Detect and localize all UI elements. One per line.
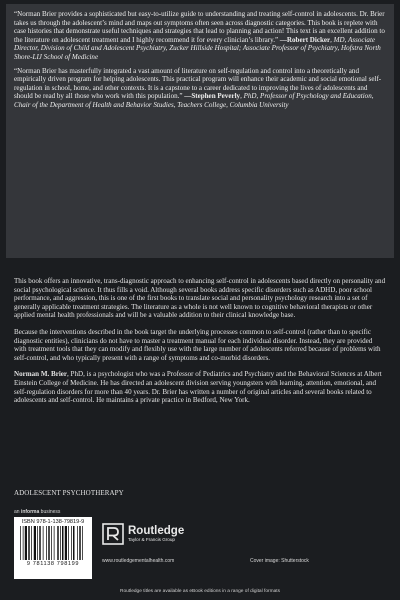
ebook-note: Routledge titles are available as eBook editions in a range of digital formats (120, 589, 280, 594)
informa-prefix: an (14, 509, 21, 515)
publisher-website: www.routledgementalhealth.com (102, 558, 175, 564)
publisher-logo (102, 523, 184, 545)
cover-footer (0, 509, 400, 600)
cover-image-credit: Cover image: Shutterstock (250, 558, 309, 564)
author-bio (14, 370, 386, 404)
quote-affiliation: , PhD, Professor of Psychology and Education, Chair of the Department of Health and Behavior Studies, Teachers College, Columbia University (14, 92, 374, 109)
quote-text: “Norman Brier has masterfully integrated a vast amount of literature on self-regulation and control into a theoretically and empirically driven program for helping adolescents. This practical program will enhance their academic and social emotional self-regulation in school, home, and other contexts. It is a capstone to a career dedicated to improving the lives of adolescents and should be read by all those who work with this population.” (14, 66, 382, 101)
barcode-digits: 9 781138 798199 (26, 561, 80, 567)
book-description (14, 277, 386, 405)
description-paragraph: This book offers an innovative, trans-diagnostic approach to enhancing self-control in adolescents based directly on personality and social psychological science. It thus fills a void. Although several books address specific disorders such as ADHD, poor school performance, and aggression, this is one of the first books to translate social and personality psychology research into a set of generally applicable treatment strategies. The literature as a whole is not well known to cognitive behavioral therapists or other applied mental health professionals and will be a valuable addition to their clinical knowledge base. (14, 277, 386, 320)
informa-brand: informa (20, 509, 40, 515)
praise-quote (14, 67, 386, 110)
praise-box (6, 4, 394, 258)
description-paragraph: Because the interventions described in the book target the underlying processes common to self-control (rather than to specific diagnostic entities), clinicians do not have to master a treatment manual for each individual disorder. Instead, they are provided with treatment tools that they can modify and flexibly use with the large number of adolescents referred because of problems with self-control, and who typically present with a range of symptoms and co-morbid disorders. (14, 327, 381, 362)
isbn-label: ISBN 978-1-138-79819-9 (21, 519, 85, 525)
barcode-bars (18, 526, 88, 560)
quote-affiliation: , MD, Associate Director, Division of Child and Adolescent Psychiatry, Zucker Hillside Hospital; Associate Professor of Psychiatry, Hofstra North Shore-LIJ School of Medicine (14, 35, 381, 61)
author-bio-text: , PhD, is a psychologist who was a Professor of Pediatrics and Psychiatry and the Behavioral Sciences at Albert Einstein College of Medicine. He has directed an adolescent division serving youngsters with learning, attention, emotional, and self-regulation disorders for more than 40 years. Dr. Brier has written a number of original articles and several books related to adolescents and self-control. He maintains a private practice in Bedford, New York. (14, 370, 382, 405)
informa-business-line (14, 509, 60, 515)
praise-quote (14, 10, 386, 62)
isbn-barcode (14, 517, 92, 579)
publisher-name: Routledge (128, 525, 185, 537)
quote-author: —Stephen Peverly (184, 92, 241, 101)
quote-author: —Robert Dicker (279, 35, 331, 44)
author-name: Norman M. Brier (14, 370, 68, 379)
publisher-text (128, 525, 184, 543)
routledge-logo-icon (102, 523, 124, 545)
informa-suffix: business (39, 509, 61, 515)
quote-text: “Norman Brier provides a sophisticated but easy-to-utilize guide to understanding and treating self-control in adolescents. Dr. Brier takes us through the adolescent’s mind and maps out symptoms often seen across diagnostic categories. This book is replete with case histories that demonstrate useful techniques and strategies that lead to planning and action! This text is an excellent addition to the literature on adolescent treatment and I highly recommend it for every clinician’s library.” (14, 10, 385, 44)
subject-category: ADOLESCENT PSYCHOTHERAPY (14, 489, 124, 497)
publisher-group: Taylor & Francis Group (128, 537, 175, 542)
